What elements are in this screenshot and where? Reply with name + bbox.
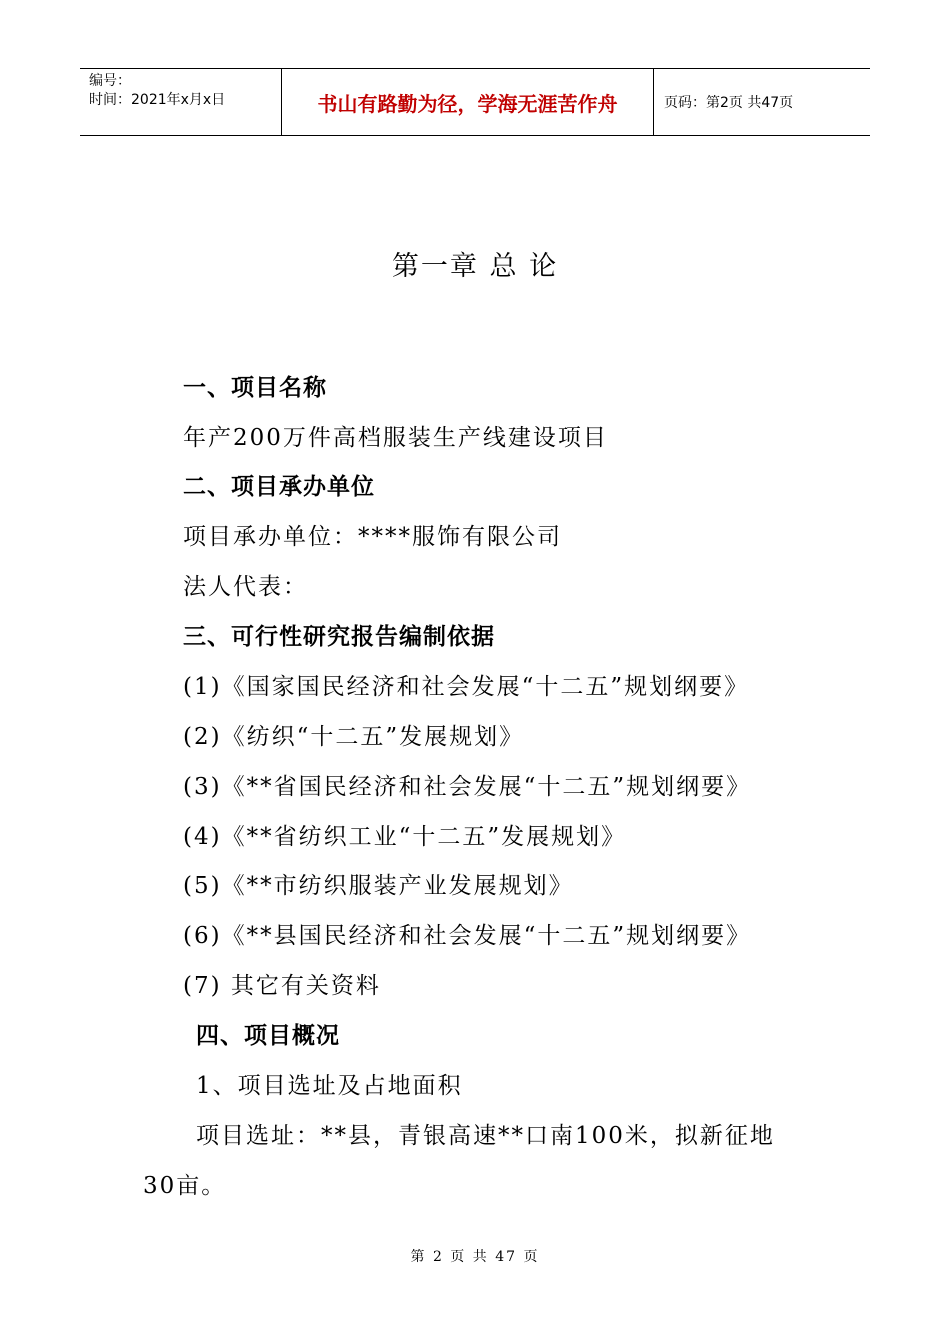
header-left-cell [80,69,282,135]
undertaking-unit-text: 项目承办单位：****服饰有限公司 [183,524,562,550]
basis-item: (5)《**市纺织服装产业发展规划》 [183,873,574,899]
basis-item: (7) 其它有关资料 [183,973,381,999]
basis-item: (4)《**省纺织工业“十二五”发展规划》 [183,824,627,850]
page-footer: 第 2 页 共 47 页 [410,1249,540,1265]
section-heading-3: 三、可行性研究报告编制依据 [183,624,495,650]
basis-item: (3)《**省国民经济和社会发展“十二五”规划纲要》 [183,774,752,800]
section-heading-4: 四、项目概况 [196,1023,340,1049]
project-name-text: 年产200万件高档服装生产线建设项目 [183,425,608,451]
chapter-title: 第一章 总 论 [391,251,559,282]
basis-item: (2)《纺织“十二五”发展规划》 [183,724,525,750]
site-text-line1: 项目选址：**县，青银高速**口南100米，拟新征地 [196,1123,775,1149]
legal-rep-text: 法人代表： [183,574,308,600]
subsection-heading: 1、项目选址及占地面积 [196,1073,463,1099]
header-motto: 书山有路勤为径，学海无涯苦作舟 [282,69,654,135]
basis-item: (1)《国家国民经济和社会发展“十二五”规划纲要》 [183,674,750,700]
section-heading-1: 一、项目名称 [183,375,327,401]
section-heading-2: 二、项目承办单位 [183,474,375,500]
number-label: 编号： [89,73,131,89]
header-page-info: 页码：第2页 共47页 [664,95,794,111]
time-label: 时间：2021年x月x日 [89,92,226,108]
basis-item: (6)《**县国民经济和社会发展“十二五”规划纲要》 [183,923,752,949]
site-text-line2: 30亩。 [143,1173,227,1199]
header-table [80,68,870,136]
